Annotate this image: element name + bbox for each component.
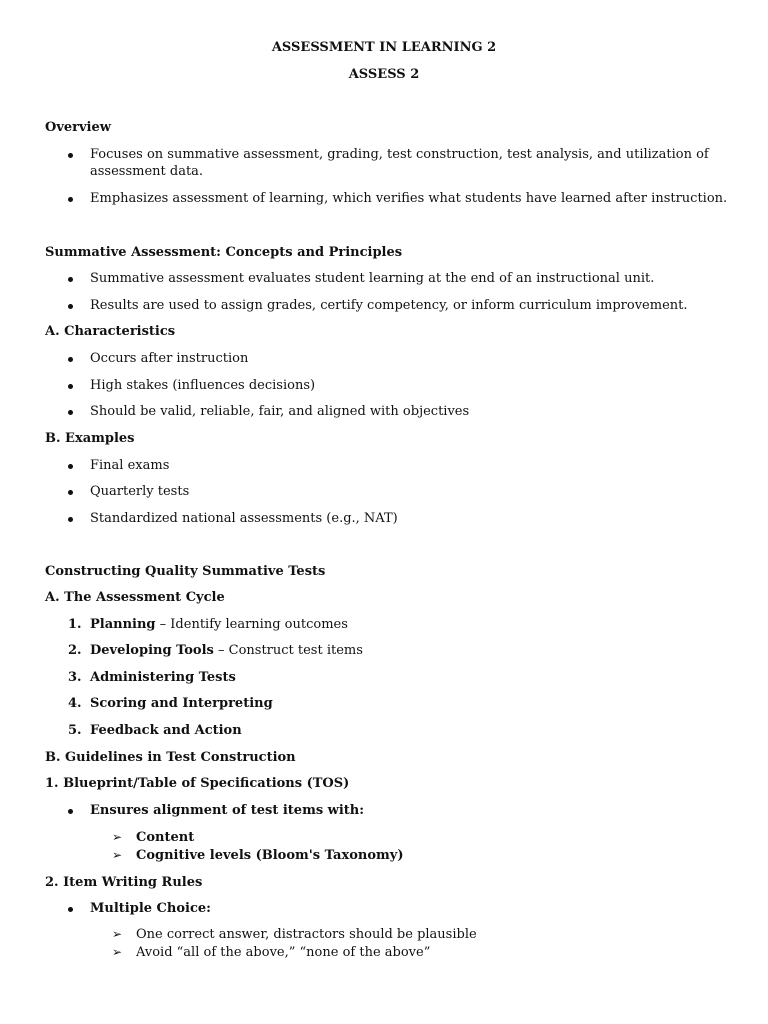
item-number: 5. <box>68 723 82 738</box>
item-term: Administering Tests <box>90 670 236 685</box>
list-item-text: High stakes (influences decisions) <box>90 378 316 393</box>
item-writing-heading: 2. Item Writing Rules <box>45 875 203 890</box>
constructing-heading: Constructing Quality Summative Tests <box>45 564 326 579</box>
arrowhead-bullet-icon: ➢ <box>112 927 123 941</box>
list-item-text: Multiple Choice: <box>90 901 211 916</box>
document-subtitle: ASSESS 2 <box>348 67 420 82</box>
list-item-text: Should be valid, reliable, fair, and aligned with objectives <box>90 404 470 419</box>
list-item-text: Focuses on summative assessment, grading, test construction, test analysis, and utilization of assessment data. <box>90 147 709 179</box>
sub-list-item-text: Content <box>136 830 195 845</box>
item-number: 2. <box>68 643 82 658</box>
list-item-text: Summative assessment evaluates student learning at the end of an instructional unit. <box>90 271 655 286</box>
sub-list-item-text: Avoid “all of the above,” “none of the above” <box>136 945 431 960</box>
list-item-text: Quarterly tests <box>90 484 190 499</box>
sub-list-item-text: One correct answer, distractors should be plausible <box>136 927 477 942</box>
list-item-text: Ensures alignment of test items with: <box>90 803 365 818</box>
characteristics-heading: A. Characteristics <box>45 324 176 339</box>
list-item-text: Results are used to assign grades, certify competency, or inform curriculum improvement. <box>90 298 688 313</box>
list-item-text: Standardized national assessments (e.g., NAT) <box>90 511 398 526</box>
item-number: 1. <box>68 617 82 632</box>
arrowhead-bullet-icon: ➢ <box>112 830 123 844</box>
cycle-heading: A. The Assessment Cycle <box>45 590 225 605</box>
item-number: 4. <box>68 696 82 711</box>
item-term: Developing Tools <box>90 643 214 658</box>
item-term: Planning <box>90 617 156 632</box>
examples-heading: B. Examples <box>45 431 135 446</box>
item-number: 3. <box>68 670 82 685</box>
guidelines-heading: B. Guidelines in Test Construction <box>45 750 296 765</box>
list-item-text: Emphasizes assessment of learning, which verifies what students have learned after instruction. <box>90 191 728 206</box>
item-term: Scoring and Interpreting <box>90 696 273 711</box>
item-term: Feedback and Action <box>90 723 242 738</box>
item-description: – Identify learning outcomes <box>155 617 348 632</box>
arrowhead-bullet-icon: ➢ <box>112 945 123 959</box>
list-item-text: Occurs after instruction <box>90 351 249 366</box>
summative-heading: Summative Assessment: Concepts and Principles <box>45 245 403 260</box>
overview-heading: Overview <box>45 120 111 135</box>
list-item-text: Final exams <box>90 458 170 473</box>
item-description: – Construct test items <box>213 643 363 658</box>
document-title: ASSESSMENT IN LEARNING 2 <box>271 40 497 55</box>
blueprint-heading: 1. Blueprint/Table of Specifications (TOS) <box>45 776 350 791</box>
sub-list-item-text: Cognitive levels (Bloom's Taxonomy) <box>136 848 404 863</box>
arrowhead-bullet-icon: ➢ <box>112 848 123 862</box>
